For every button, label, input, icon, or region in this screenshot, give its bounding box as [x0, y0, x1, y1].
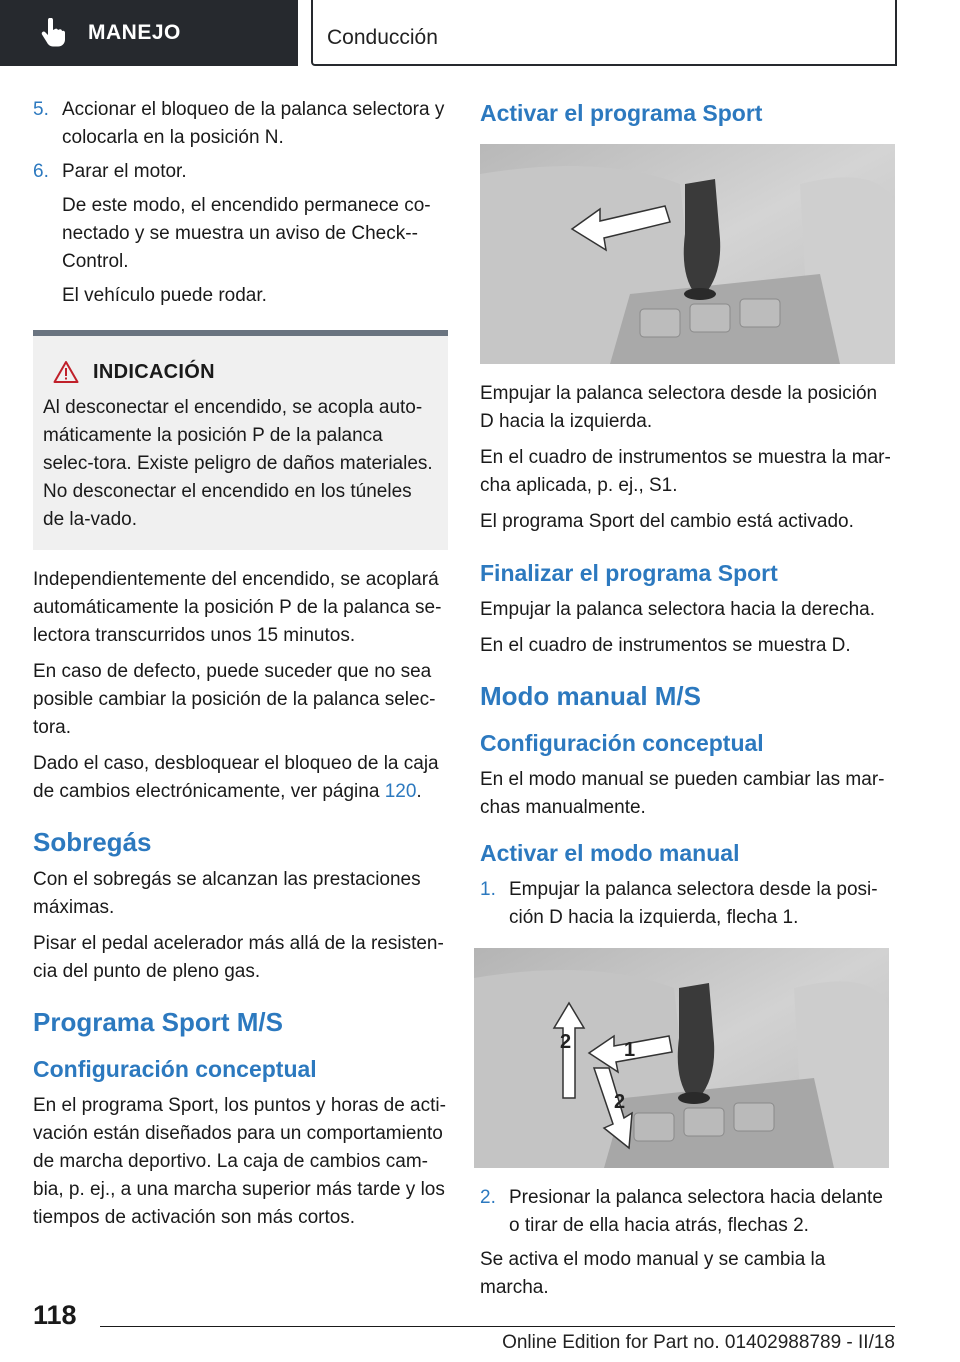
heading-sobregas: Sobregás: [33, 827, 152, 857]
right-column: [480, 96, 895, 1310]
warning-text: Al desconectar el encendido, se acopla auto-máticamente la posición P de la palanca selec-tora. Existe peligro de daños materiales. No desconectar el encendido en los túneles de la-vado.: [43, 397, 433, 530]
step-text: Accionar el bloqueo de la palanca selectora y colocarla en la posición N.: [62, 99, 445, 148]
step-6: [33, 158, 448, 186]
chapter-title: Conducción: [327, 26, 438, 49]
warning-triangle-icon: [53, 360, 79, 384]
warning-header: [53, 358, 438, 386]
section-title: MANEJO: [88, 21, 181, 44]
step-number: 1.: [480, 879, 496, 900]
left-column: [33, 96, 448, 1240]
step-2: [480, 1184, 895, 1240]
heading-config: Configuración conceptual: [33, 1056, 317, 1082]
heading-config-2: Configuración conceptual: [480, 730, 764, 756]
page-number: 118: [33, 1300, 77, 1330]
section-tab: [0, 0, 298, 66]
paragraph: En el cuadro de instrumentos se muestra la mar-cha aplicada, p. ej., S1.: [480, 447, 891, 496]
step-text: Parar el motor.: [62, 161, 187, 182]
gear-selector-photo: [480, 144, 895, 364]
paragraph: Empujar la palanca selectora desde la posición D hacia la izquierda.: [480, 383, 878, 432]
heading-sport: Programa Sport M/S: [33, 1007, 283, 1037]
step-text: Empujar la palanca selectora desde la posi-ción D hacia la izquierda, flecha 1.: [509, 879, 878, 928]
heading-activar-sport: Activar el programa Sport: [480, 100, 763, 126]
step-number: 2.: [480, 1187, 496, 1208]
heading-activar-manual: Activar el modo manual: [480, 840, 740, 866]
step-number: 5.: [33, 99, 49, 120]
heading-finalizar: Finalizar el programa Sport: [480, 560, 778, 586]
step-6-detail: El vehículo puede rodar.: [62, 285, 267, 306]
arrow-1-label: 1: [624, 1039, 636, 1061]
page-link[interactable]: 120: [384, 781, 417, 802]
paragraph: En el programa Sport, los puntos y horas de acti-vación están diseñados para un comportamiento de marcha deportivo. La caja de cambios cam-bia, p. ej., a una marcha superior más tarde y los tiempos de activación son más cortos.: [33, 1095, 446, 1228]
paragraph: El programa Sport del cambio está activado.: [480, 511, 854, 532]
paragraph: Independientemente del encendido, se acoplará automáticamente la posición P de la palanca se-lectora transcurridos unos 15 minutos.: [33, 569, 442, 646]
manual-mode-photo: [474, 948, 889, 1168]
paragraph: Pisar el pedal acelerador más allá de la resisten-cia del punto de pleno gas.: [33, 933, 444, 982]
arrow-2-down-label: 2: [614, 1091, 626, 1113]
paragraph: Empujar la palanca selectora hacia la derecha.: [480, 599, 876, 620]
warning-title: INDICACIÓN: [93, 361, 215, 383]
warning-box: [33, 330, 448, 550]
paragraph: Con el sobregás se alcanzan las prestaciones máximas.: [33, 869, 421, 918]
paragraph: En el modo manual se pueden cambiar las mar-chas manualmente.: [480, 769, 885, 818]
step-number: 6.: [33, 161, 49, 182]
page-footer: [0, 1290, 960, 1362]
paragraph: En el cuadro de instrumentos se muestra D.: [480, 635, 851, 656]
hand-pointer-icon: [40, 18, 66, 48]
step-text: Presionar la palanca selectora hacia delante o tirar de ella hacia atrás, flechas 2.: [509, 1187, 883, 1236]
heading-manual: Modo manual M/S: [480, 681, 701, 711]
chapter-tab: [311, 0, 897, 66]
step-6-detail: De este modo, el encendido permanece co-nectado y se muestra un aviso de Check--Control.: [62, 195, 431, 272]
paragraph: Se activa el modo manual y se cambia la marcha.: [480, 1249, 826, 1298]
arrow-2-up-label: 2: [560, 1031, 572, 1053]
page-header: [0, 0, 960, 66]
step-1: [480, 876, 895, 932]
paragraph: En caso de defecto, puede suceder que no sea posible cambiar la posición de la palanca selec-tora.: [33, 661, 436, 738]
edition-text: Online Edition for Part no. 01402988789 - II/18: [502, 1332, 895, 1353]
step-5: [33, 96, 448, 152]
paragraph: Dado el caso, desbloquear el bloqueo de la caja de cambios electrónicamente, ver página 120.: [33, 753, 439, 802]
footer-divider: [100, 1326, 895, 1327]
